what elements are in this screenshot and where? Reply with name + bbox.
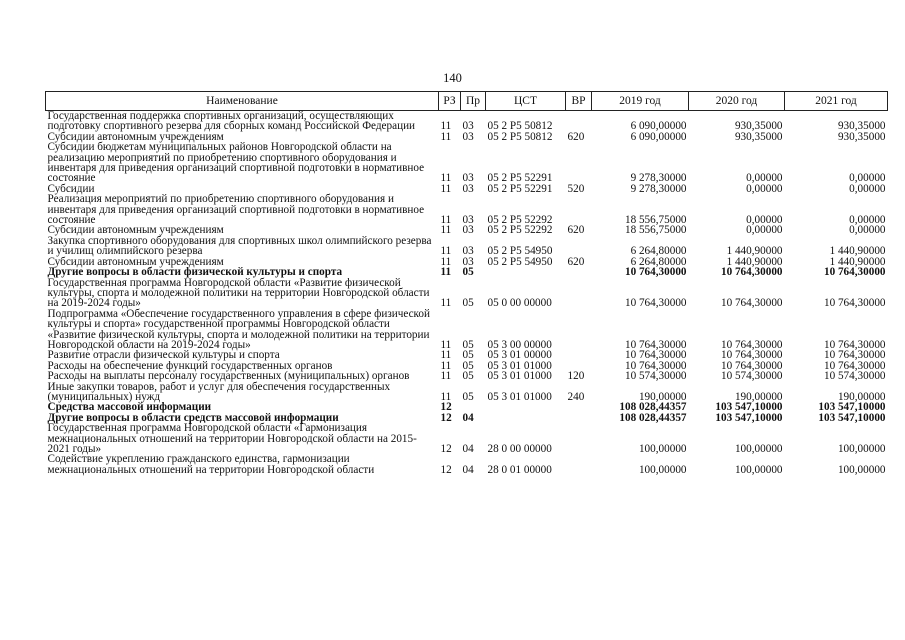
row-value-2019: 10 764,30000 xyxy=(624,266,687,279)
row-value-2019: 6 090,00000 xyxy=(630,120,687,133)
row-vr xyxy=(566,194,592,225)
row-pr: 05 xyxy=(462,338,474,351)
row-name: Другие вопросы в области средств массовой информации xyxy=(47,411,339,424)
row-value-2019: 6 090,00000 xyxy=(630,130,687,143)
row-vr xyxy=(566,309,592,351)
row-rz: 11 xyxy=(440,172,452,185)
table-row xyxy=(46,142,888,184)
row-cst xyxy=(486,413,566,423)
row-vr xyxy=(566,454,592,475)
row-value-2019: 18 556,75000 xyxy=(624,214,687,227)
row-cst: 05 3 01 01000 xyxy=(487,359,552,372)
row-value-2021: 190,00000 xyxy=(837,390,886,403)
header-2021: 2021 год xyxy=(785,92,888,111)
table-row xyxy=(46,309,888,351)
row-value-2021: 0,00000 xyxy=(849,214,886,227)
table-header-row xyxy=(46,92,888,111)
table-row xyxy=(46,423,888,454)
row-vr: 620 xyxy=(567,130,585,143)
row-value-2021: 1 440,90000 xyxy=(829,255,886,268)
row-vr xyxy=(566,142,592,184)
row-vr: 620 xyxy=(567,224,585,237)
row-pr: 03 xyxy=(462,130,474,143)
row-value-2019: 190,00000 xyxy=(638,390,687,403)
row-name: Субсидии автономным учреждениям xyxy=(47,224,224,237)
row-value-2019: 6 264,80000 xyxy=(630,245,687,258)
row-cst: 05 2 P5 52292 xyxy=(487,224,553,237)
header-name: Наименование xyxy=(46,92,439,111)
row-cst: 05 2 P5 54950 xyxy=(487,255,553,268)
row-cst: 05 2 P5 52292 xyxy=(487,214,553,227)
row-value-2021: 0,00000 xyxy=(849,172,886,185)
row-cst: 05 2 P5 52291 xyxy=(487,182,553,195)
row-pr: 03 xyxy=(462,214,474,227)
row-value-2020: 103 547,10000 xyxy=(715,411,783,424)
row-pr: 05 xyxy=(462,390,474,403)
row-name: Средства массовой информации xyxy=(47,401,212,414)
row-cst: 05 2 P5 50812 xyxy=(487,120,553,133)
row-vr: 620 xyxy=(567,255,585,268)
row-value-2020: 190,00000 xyxy=(734,390,783,403)
row-rz: 11 xyxy=(440,214,452,227)
row-value-2020: 100,00000 xyxy=(734,443,783,455)
row-rz: 11 xyxy=(440,297,452,310)
row-rz: 11 xyxy=(440,245,452,258)
row-value-2019: 100,00000 xyxy=(638,443,687,455)
row-vr: 120 xyxy=(567,370,585,383)
row-value-2021: 930,35000 xyxy=(837,120,886,133)
row-pr: 04 xyxy=(462,463,474,476)
row-vr: 240 xyxy=(567,390,585,403)
row-name: Иные закупки товаров, работ и услуг для обеспечения государственных (муниципальных) нужд xyxy=(47,380,391,403)
row-value-2021: 103 547,10000 xyxy=(818,411,886,424)
row-pr: 03 xyxy=(462,245,474,258)
table-row xyxy=(46,194,888,225)
table-row xyxy=(46,371,888,381)
row-rz: 11 xyxy=(440,120,452,133)
row-value-2019: 6 264,80000 xyxy=(630,255,687,268)
table-row xyxy=(46,111,888,132)
row-value-2021: 10 764,30000 xyxy=(823,349,886,362)
header-cst: ЦСТ xyxy=(486,92,566,111)
row-cst: 05 3 00 00000 xyxy=(487,338,552,351)
row-name: Субсидии автономным учреждениям xyxy=(47,255,224,268)
row-name: Субсидии автономным учреждениям xyxy=(47,130,224,143)
row-value-2021: 10 764,30000 xyxy=(823,266,886,279)
row-name: Расходы на выплаты персоналу государственных (муниципальных) органов xyxy=(47,370,410,383)
row-name: Развитие отрасли физической культуры и спорта xyxy=(47,349,280,362)
page-number: 140 xyxy=(443,71,462,85)
row-rz: 11 xyxy=(440,349,452,362)
table-body xyxy=(46,111,888,476)
row-value-2021: 10 764,30000 xyxy=(823,297,886,310)
row-value-2019: 9 278,30000 xyxy=(630,172,687,185)
row-rz: 11 xyxy=(440,182,452,195)
row-value-2021: 1 440,90000 xyxy=(829,245,886,258)
row-vr xyxy=(566,267,592,277)
row-value-2020: 10 764,30000 xyxy=(720,359,783,372)
row-cst: 05 2 P5 52291 xyxy=(487,172,553,185)
row-pr: 03 xyxy=(462,120,474,133)
row-vr xyxy=(566,350,592,360)
row-pr: 05 xyxy=(462,359,474,372)
row-rz: 11 xyxy=(440,130,452,143)
row-vr xyxy=(566,111,592,132)
row-name: Государственная программа Новгородской области «Развитие физической культуры, спорта и молодежной политики на территории Новгородской области на 2019-2024 годы» xyxy=(47,276,430,310)
row-value-2021: 0,00000 xyxy=(849,224,886,237)
row-value-2020: 10 764,30000 xyxy=(720,297,783,310)
row-value-2021: 10 764,30000 xyxy=(823,338,886,351)
row-cst: 05 3 01 01000 xyxy=(487,370,552,383)
row-pr: 05 xyxy=(462,297,474,310)
row-value-2020: 10 574,30000 xyxy=(720,370,783,383)
row-pr: 03 xyxy=(462,224,474,237)
header-vr: ВР xyxy=(566,92,592,111)
row-value-2021: 100,00000 xyxy=(837,443,886,455)
header-2020: 2020 год xyxy=(689,92,785,111)
row-value-2019: 10 574,30000 xyxy=(624,370,687,383)
row-cst: 05 0 00 00000 xyxy=(487,297,552,310)
row-cst: 05 3 01 00000 xyxy=(487,349,552,362)
row-vr xyxy=(566,423,592,454)
row-rz: 11 xyxy=(440,359,452,372)
row-value-2021: 0,00000 xyxy=(849,182,886,195)
header-pr: Пр xyxy=(461,92,486,111)
row-value-2019: 18 556,75000 xyxy=(624,224,687,237)
row-value-2020: 10 764,30000 xyxy=(720,266,783,279)
row-vr xyxy=(566,278,592,309)
row-name: Расходы на обеспечение функций государственных органов xyxy=(47,359,333,372)
row-vr xyxy=(566,413,592,423)
row-value-2020: 0,00000 xyxy=(746,172,783,185)
row-pr: 05 xyxy=(462,266,474,279)
row-rz: 12 xyxy=(440,463,452,476)
row-value-2021: 10 764,30000 xyxy=(823,359,886,372)
row-rz: 12 xyxy=(440,443,452,455)
row-name: Субсидии бюджетам муниципальных районов Новгородской области на реализацию мероприятий по приобретению спортивного оборудования и инвентаря для приведения организаций спортивной подготовки в нормативное состояние xyxy=(47,141,425,185)
table-row xyxy=(46,236,888,257)
row-pr: 05 xyxy=(462,349,474,362)
row-value-2019: 10 764,30000 xyxy=(624,297,687,310)
row-rz: 12 xyxy=(440,401,452,414)
row-cst: 28 0 01 00000 xyxy=(487,463,552,476)
row-name: Закупка спортивного оборудования для спортивных школ олимпийского резерва и училищ олимпийского резерва xyxy=(47,234,432,258)
row-value-2019: 9 278,30000 xyxy=(630,182,687,195)
row-vr: 520 xyxy=(567,182,585,195)
row-cst: 28 0 00 00000 xyxy=(487,443,552,455)
row-pr: 03 xyxy=(462,172,474,185)
row-rz: 11 xyxy=(440,255,452,268)
row-pr: 05 xyxy=(462,370,474,383)
row-value-2019: 108 028,44357 xyxy=(619,401,687,414)
row-value-2020: 930,35000 xyxy=(734,120,783,133)
row-vr xyxy=(566,236,592,257)
row-value-2021: 930,35000 xyxy=(837,130,886,143)
row-value-2020: 0,00000 xyxy=(746,224,783,237)
row-name: Подпрограмма «Обеспечение государственного управления в сфере физической культуры и спорта» государственной программы Новгородской области «Развитие физической культуры, спорта и молодежной политики на территории Новгородской области на 2019-2024 годы» xyxy=(47,307,431,351)
budget-table xyxy=(45,91,888,475)
row-pr: 04 xyxy=(462,443,474,455)
row-value-2020: 100,00000 xyxy=(734,463,783,476)
row-value-2020: 10 764,30000 xyxy=(720,349,783,362)
row-value-2019: 10 764,30000 xyxy=(624,359,687,372)
row-name: Содействие укреплению гражданского единства, гармонизации межнациональных отношений на территории Новгородской области xyxy=(47,453,375,476)
row-value-2019: 100,00000 xyxy=(638,463,687,476)
row-cst: 05 2 P5 54950 xyxy=(487,245,553,258)
row-value-2020: 0,00000 xyxy=(746,182,783,195)
row-value-2019: 10 764,30000 xyxy=(624,338,687,351)
row-name: Другие вопросы в области физической культуры и спорта xyxy=(47,266,343,279)
row-value-2020: 0,00000 xyxy=(746,214,783,227)
row-value-2021: 10 574,30000 xyxy=(823,370,886,383)
header-rz: РЗ xyxy=(439,92,461,111)
row-name: Реализация мероприятий по приобретению спортивного оборудования и инвентаря для приведения организаций спортивной подготовки в нормативное состояние xyxy=(47,193,425,227)
row-value-2019: 108 028,44357 xyxy=(619,411,687,424)
row-name: Государственная поддержка спортивных организаций, осуществляющих подготовку спортивного резерва для сборных команд Российской Федерации xyxy=(47,110,416,133)
row-pr: 04 xyxy=(462,411,474,424)
row-rz: 11 xyxy=(440,338,452,351)
row-pr: 03 xyxy=(462,182,474,195)
row-rz: 11 xyxy=(440,266,452,279)
row-vr xyxy=(566,402,592,412)
row-value-2020: 103 547,10000 xyxy=(715,401,783,414)
row-value-2020: 930,35000 xyxy=(734,130,783,143)
row-value-2020: 10 764,30000 xyxy=(720,338,783,351)
header-2019: 2019 год xyxy=(592,92,689,111)
row-rz: 12 xyxy=(440,411,452,424)
table-row xyxy=(46,382,888,403)
row-cst: 05 2 P5 50812 xyxy=(487,130,553,143)
table-row xyxy=(46,267,888,277)
row-rz: 11 xyxy=(440,390,452,403)
row-value-2020: 1 440,90000 xyxy=(726,245,783,258)
row-name: Государственная программа Новгородской области «Гармонизация межнациональных отношений на территории Новгородской области на 2015-2021 годы» xyxy=(47,422,417,455)
row-rz: 11 xyxy=(440,370,452,383)
table-row xyxy=(46,454,888,475)
row-cst xyxy=(486,267,566,277)
row-value-2019: 10 764,30000 xyxy=(624,349,687,362)
row-rz: 11 xyxy=(440,224,452,237)
row-value-2021: 103 547,10000 xyxy=(818,401,886,414)
table-row xyxy=(46,278,888,309)
row-cst: 05 3 01 01000 xyxy=(487,390,552,403)
row-cst xyxy=(486,402,566,412)
row-value-2021: 100,00000 xyxy=(837,463,886,476)
row-value-2020: 1 440,90000 xyxy=(726,255,783,268)
row-name: Субсидии xyxy=(47,182,95,195)
row-pr: 03 xyxy=(462,255,474,268)
